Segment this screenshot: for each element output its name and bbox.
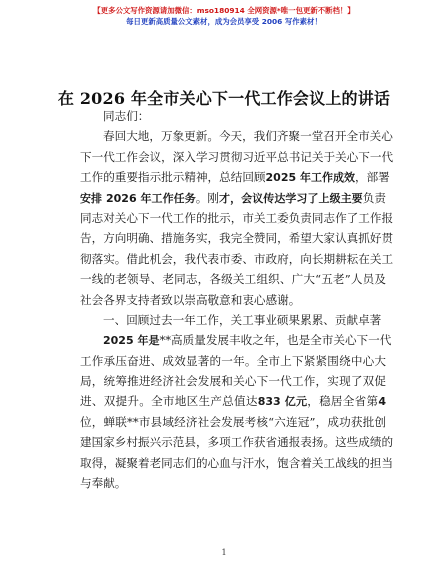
bold-text: ，会议传达学习了上级主要 [230,191,363,205]
promo-banner-line-2: 每日更新高质量公文素材，成为会员享受 2006 写作素材！ [126,17,322,26]
salutation: 同志们： [103,109,150,123]
paragraph-line: 工作承压奋进、成效显著的一年。全市上下紧紧围绕中心大 [80,353,386,368]
text-run: **高质量发展丰收之年，也是全市关心下一代 [159,333,392,348]
bold-text: 4 [378,395,386,409]
paragraph-line: 局，统筹推进经济社会发展和关心下一代工作，实现了双促 [80,374,386,389]
paragraph-line [80,391,386,411]
paragraph-line: 社会各界支持者致以崇高敬意和衷心感谢。 [80,292,301,307]
paragraph-1 [80,126,394,310]
text-run: 工作的重要指示批示精神，总结回顾 [80,170,266,185]
text-run: 负责 [362,190,386,205]
bold-text: 2025 年是 [103,334,160,348]
paragraph-line: 一线的老领导、老同志，各级关工组织、广大“五老”人员及 [80,272,386,287]
promo-banner-line-1: 【更多公文写作资源请加微信：mso180914 全网资源*唯一包更新不断档！】 [93,6,355,15]
paragraph-line: 建国家乡村振兴示范县，多项工作获省通报表扬。这些成绩的 [80,435,394,450]
document-body [80,106,394,493]
promo-banner [0,6,448,27]
bold-text: 安排 2026 年工作任务 [80,191,196,205]
paragraph-line [80,330,392,350]
document-title: 在 2026 年全市关心下一代工作会议上的讲话 [57,89,391,108]
text-run: ，部署 [354,170,390,185]
paragraph-line [80,188,386,208]
paragraph-line: 取得，凝聚着老同志们的心血与汗水，饱含着关工战线的担当 [80,455,394,470]
bold-text: 才 [219,191,231,205]
text-run: ，稳居全省第 [307,394,379,409]
paragraph-2 [80,330,394,493]
text-run: 进、双提升。全市地区生产总值达 [80,394,258,409]
paragraph-line: 下一代工作会议，深入学习贯彻习近平总书记关于关心下一代 [80,149,394,164]
bold-text: 833 亿元 [257,395,308,409]
paragraph-line: 告，方向明确、措施务实，我完全赞同，希望大家认真抓好贯 [80,231,394,246]
paragraph-line [80,167,390,187]
paragraph-line: 春回大地，万象更新。今天，我们齐聚一堂召开全市关心 [103,129,393,144]
paragraph-line: 位，蝉联**市县域经济社会发展考核“六连冠”，成功获批创 [80,414,386,429]
section-heading: 一、回顾过去一年工作，关工事业硕果累累、贡献卓著 [103,312,382,327]
paragraph-line: 与奉献。 [80,476,127,491]
text-run: 。刚 [195,190,220,205]
paragraph-line: 同志对关心下一代工作的批示，市关工委负责同志作了工作报 [80,210,394,225]
paragraph-line: 彻落实。借此机会，我代表市委、市政府，向长期耕耘在关工 [80,251,394,266]
bold-text: 2025 年工作成效 [265,171,355,185]
page-number: 1 [221,548,227,557]
